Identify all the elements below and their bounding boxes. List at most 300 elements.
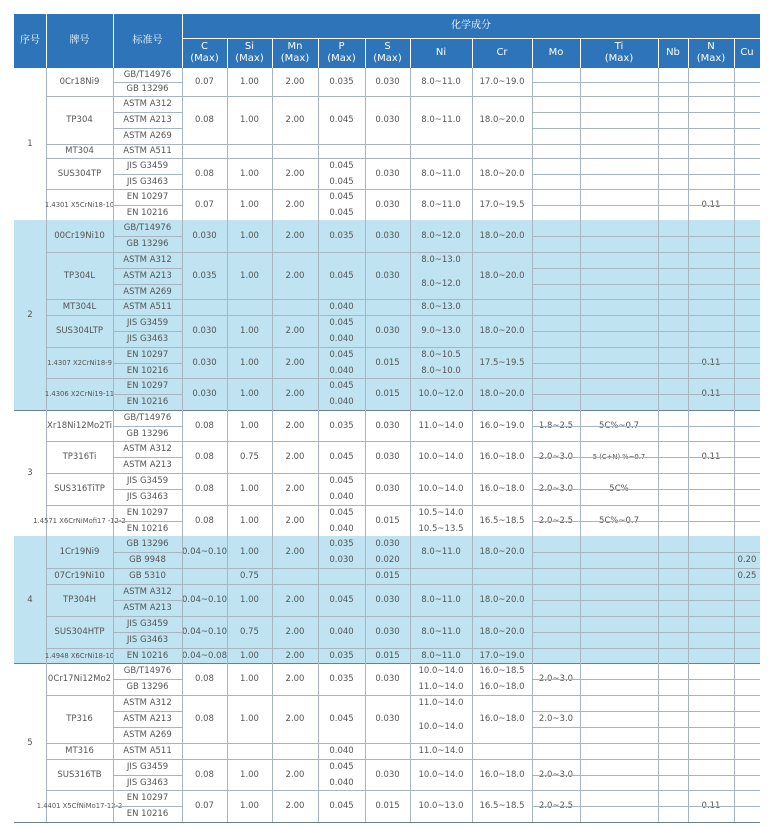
value-si: 1.00	[240, 484, 259, 494]
row-divider	[532, 727, 760, 728]
value-ni: 9.0~13.0	[421, 326, 461, 336]
value-mo: 2.0~3.0	[538, 674, 574, 684]
value-cr: 16.0~19.0	[479, 420, 525, 431]
standard-number: EN 10297	[126, 508, 169, 518]
grade-name: TP304H	[63, 595, 96, 605]
column-divider	[113, 663, 114, 822]
value-ni: 10.0~13.0	[418, 801, 464, 811]
value-si: 1.00	[240, 714, 259, 724]
value-si: 1.00	[240, 595, 259, 605]
standard-number: EN 10297	[126, 350, 169, 360]
value-p: 0.045	[329, 318, 354, 328]
value-mn: 2.00	[285, 199, 305, 210]
header-element	[410, 38, 472, 68]
column-divider	[410, 663, 411, 822]
value-ni: 11.0~14.0	[418, 698, 464, 708]
value-s: 0.030	[375, 539, 400, 549]
standard-number: JIS G3463	[126, 334, 169, 344]
value-ti: 5C%~0.7	[598, 515, 640, 526]
value-c: 0.08	[195, 714, 214, 724]
value-mo: 2.0~2.5	[538, 801, 574, 811]
element-symbol: Cu	[740, 47, 754, 58]
value-ni: 8.0~13.0	[421, 255, 461, 265]
value-p: 0.040	[329, 365, 354, 376]
row-divider	[113, 284, 182, 285]
row-divider	[113, 727, 182, 728]
standard-number: EN 10297	[126, 192, 169, 202]
value-c: 0.04~0.10	[182, 595, 227, 605]
element-symbol: Si	[244, 41, 255, 52]
column-divider	[532, 68, 533, 220]
header-grade: 牌号	[46, 14, 113, 68]
standard-number: GB/T14976	[123, 666, 172, 676]
header-separator	[182, 14, 183, 68]
column-divider	[227, 536, 228, 663]
value-mn: 2.00	[285, 389, 305, 399]
header-element	[472, 38, 532, 68]
element-max-label: (Max)	[280, 53, 310, 64]
value-p: 0.045	[329, 381, 354, 391]
value-n: 0.11	[701, 357, 721, 368]
row-divider	[532, 236, 760, 237]
value-s: 0.030	[375, 199, 400, 210]
element-symbol: N	[707, 41, 715, 52]
value-p: 0.045	[329, 207, 354, 218]
value-p: 0.045	[329, 161, 354, 171]
column-divider	[227, 663, 228, 822]
value-cr: 18.0~20.0	[479, 389, 525, 399]
element-max-label: (Max)	[696, 53, 726, 64]
standard-number: GB 13296	[126, 84, 169, 94]
value-p: 0.045	[329, 192, 354, 202]
standard-number: ASTM A213	[123, 603, 172, 613]
value-cr: 16.5~18.5	[479, 801, 525, 811]
value-mn: 2.00	[285, 231, 305, 241]
column-divider	[182, 663, 183, 822]
row-divider	[113, 112, 182, 113]
value-mn: 2.00	[285, 420, 305, 431]
standard-number: ASTM A213	[123, 714, 172, 724]
row-divider	[113, 775, 182, 776]
column-divider	[580, 536, 581, 663]
row-divider	[113, 82, 182, 83]
value-n: 0.11	[701, 801, 721, 811]
value-c: 0.08	[195, 769, 214, 780]
header-element	[227, 38, 272, 68]
column-divider	[472, 410, 473, 536]
value-mn: 2.00	[285, 650, 305, 661]
row-divider	[532, 174, 760, 175]
header-element	[688, 38, 734, 68]
standard-number: EN 10216	[126, 523, 169, 534]
header-separator	[182, 38, 760, 39]
grade-name: TP304	[66, 115, 93, 125]
column-divider	[532, 410, 533, 536]
element-symbol: Mo	[548, 47, 564, 58]
value-ni: 10.0~14.0	[418, 666, 464, 676]
row-divider	[14, 822, 760, 823]
value-s: 0.030	[375, 452, 400, 462]
value-cr: 18.0~20.0	[479, 168, 525, 179]
value-n: 0.11	[701, 199, 721, 210]
value-si: 1.00	[240, 389, 259, 399]
value-c: 0.04~0.10	[182, 627, 227, 637]
element-symbol: Ni	[435, 47, 447, 58]
header-separator	[227, 38, 228, 68]
grade-name: 1.4401 X5CfNiMo17-12-2	[36, 802, 123, 810]
column-divider	[688, 68, 689, 220]
value-c: 0.07	[195, 77, 214, 87]
value-s: 0.030	[375, 168, 400, 179]
value-cr: 18.0~20.0	[479, 115, 525, 125]
value-si: 1.00	[240, 650, 259, 661]
value-ni: 8.0~11.0	[421, 547, 461, 557]
column-divider	[658, 68, 659, 220]
column-divider	[227, 220, 228, 410]
standard-number: EN 10297	[126, 793, 169, 803]
value-p: 0.045	[329, 595, 354, 605]
column-divider	[658, 663, 659, 822]
column-divider	[410, 410, 411, 536]
value-s: 0.030	[375, 420, 400, 431]
value-s: 0.020	[375, 555, 400, 565]
value-ni: 8.0~10.5	[421, 350, 461, 360]
column-divider	[113, 536, 114, 663]
header-separator	[688, 38, 689, 68]
value-s: 0.030	[375, 326, 400, 336]
column-divider	[318, 536, 319, 663]
value-s: 0.030	[375, 270, 400, 281]
column-divider	[318, 68, 319, 220]
row-divider	[113, 128, 182, 129]
grade-name: MT304L	[62, 302, 97, 312]
value-mn: 2.00	[285, 674, 305, 684]
value-s: 0.030	[375, 769, 400, 780]
grade-name: MT304	[65, 146, 94, 156]
header-separator	[532, 38, 533, 68]
standard-number: GB 13296	[126, 682, 169, 692]
column-divider	[272, 536, 273, 663]
value-cr: 16.5~18.5	[479, 515, 525, 526]
column-divider	[182, 410, 183, 536]
grade-name: 1.4948 X6CrNi18-10	[44, 651, 115, 660]
value-c: 0.08	[195, 168, 214, 179]
standard-number: JIS G3463	[126, 777, 169, 788]
column-divider	[272, 220, 273, 410]
value-ni: 10.0~14.0	[418, 722, 464, 732]
row-divider	[113, 489, 182, 490]
grade-name: SUS304HTP	[54, 627, 105, 637]
column-divider	[227, 410, 228, 536]
row-divider	[532, 679, 760, 680]
value-p: 0.040	[329, 777, 354, 788]
standard-number: JIS G3459	[126, 619, 169, 629]
column-divider	[472, 663, 473, 822]
value-mn: 2.00	[285, 595, 305, 605]
standard-number: EN 10216	[126, 365, 169, 376]
value-s: 0.030	[375, 595, 400, 605]
standard-number: EN 10297	[126, 381, 169, 391]
value-ni: 11.0~14.0	[418, 682, 464, 692]
value-cr: 16.0~18.0	[479, 769, 525, 780]
value-mo: 2.0~3.0	[538, 452, 574, 462]
row-divider	[532, 128, 760, 129]
row-divider	[532, 268, 760, 269]
element-symbol: Nb	[666, 47, 680, 58]
value-ni: 8.0~13.0	[421, 302, 461, 312]
value-ni: 10.0~14.0	[418, 452, 464, 462]
value-p: 0.045	[329, 762, 354, 772]
value-c: 0.08	[195, 674, 214, 684]
grade-name: SUS316TB	[57, 769, 102, 780]
value-p: 0.045	[329, 115, 354, 125]
header-element	[580, 38, 658, 68]
value-n: 0.11	[701, 389, 721, 399]
header-element	[734, 38, 760, 68]
value-s: 0.030	[375, 77, 400, 87]
value-p: 0.035	[329, 77, 354, 87]
column-divider	[580, 68, 581, 220]
value-si: 1.00	[240, 801, 259, 811]
grade-name: 0Cr18Ni9	[59, 77, 100, 87]
column-divider	[688, 663, 689, 822]
value-si: 0.75	[240, 571, 259, 581]
standard-number: ASTM A213	[123, 271, 172, 281]
value-si: 1.00	[240, 420, 259, 431]
standard-number: JIS G3459	[126, 161, 169, 171]
value-si: 0.75	[240, 452, 259, 462]
value-mn: 2.00	[285, 452, 305, 462]
value-ni: 10.0~12.0	[418, 389, 464, 399]
value-mo: 1.8~2.5	[538, 420, 574, 431]
value-c: 0.08	[195, 115, 214, 125]
column-divider	[688, 410, 689, 536]
value-ni: 8.0~12.0	[421, 278, 461, 289]
value-ni: 8.0~11.0	[421, 199, 461, 210]
standard-number: GB 13296	[126, 539, 169, 549]
row-divider	[532, 205, 760, 206]
value-cr: 16.0~18.0	[479, 682, 525, 692]
standard-number: GB 13296	[126, 428, 169, 439]
row-divider	[532, 806, 760, 807]
value-s: 0.030	[375, 484, 400, 494]
group-seq: 2	[27, 310, 33, 320]
header-separator	[734, 38, 735, 68]
element-symbol: C	[201, 41, 208, 52]
header-seq: 序号	[14, 14, 46, 68]
column-divider	[532, 220, 533, 410]
column-divider	[272, 410, 273, 536]
standard-number: JIS G3463	[126, 176, 169, 187]
value-s: 0.030	[375, 231, 400, 241]
value-si: 1.00	[240, 77, 259, 87]
column-divider	[365, 410, 366, 536]
row-divider	[113, 679, 182, 680]
value-p: 0.040	[329, 334, 354, 344]
group-seq: 1	[27, 139, 33, 149]
header-separator	[113, 14, 114, 68]
value-p: 0.040	[329, 523, 354, 534]
value-ni: 11.0~14.0	[418, 420, 464, 431]
value-c: 0.030	[192, 231, 217, 241]
grade-name: 1.4571 X6CrNiMofi17 -12-2	[33, 516, 126, 525]
column-divider	[658, 410, 659, 536]
row-divider	[113, 363, 182, 364]
value-si: 1.00	[240, 357, 259, 368]
value-p: 0.035	[329, 231, 354, 241]
value-p: 0.030	[329, 555, 354, 565]
column-divider	[734, 68, 735, 220]
value-ni: 8.0~10.0	[421, 365, 461, 376]
column-divider	[472, 536, 473, 663]
value-cr: 18.0~20.0	[479, 270, 525, 281]
element-max-label: (Max)	[327, 53, 356, 64]
column-divider	[658, 536, 659, 663]
value-cr: 16.0~18.0	[479, 452, 525, 462]
column-divider	[182, 220, 183, 410]
header-separator	[318, 38, 319, 68]
value-cu: 0.25	[737, 571, 757, 581]
value-c: 0.030	[192, 326, 217, 336]
standard-number: JIS G3459	[126, 318, 169, 328]
column-divider	[113, 410, 114, 536]
standard-number: EN 10216	[126, 650, 169, 661]
header-element	[272, 38, 318, 68]
standard-number: ASTM A269	[123, 730, 172, 740]
value-s: 0.030	[375, 627, 400, 637]
value-mn: 2.00	[285, 515, 305, 526]
grade-name: 0Cr17Ni12Mo2	[47, 674, 112, 684]
value-mn: 2.00	[285, 357, 305, 368]
standard-number: GB 13296	[126, 239, 169, 249]
column-divider	[365, 663, 366, 822]
header-separator	[272, 38, 273, 68]
value-ni: 8.0~11.0	[421, 168, 461, 179]
value-p: 0.045	[329, 452, 354, 462]
header-composition: 化学成分	[182, 14, 760, 38]
value-p: 0.040	[329, 492, 354, 502]
grade-name: MT316	[65, 746, 94, 756]
standard-number: GB 5310	[129, 571, 166, 581]
grade-name: SUS304TP	[57, 168, 102, 179]
row-divider	[532, 489, 760, 490]
value-s: 0.015	[375, 357, 400, 368]
grade-name: Xr18Ni12Mo2Ti	[47, 420, 112, 431]
value-ni: 8.0~11.0	[421, 650, 461, 661]
row-divider	[532, 711, 760, 712]
row-divider	[113, 331, 182, 332]
element-symbol: Ti	[614, 41, 624, 52]
value-ni: 10.0~14.0	[418, 484, 464, 494]
standard-number: EN 10216	[126, 207, 169, 218]
value-cu: 0.20	[737, 555, 757, 565]
column-divider	[410, 536, 411, 663]
standard-number: JIS G3459	[126, 476, 169, 486]
row-divider	[113, 600, 182, 601]
value-p: 0.045	[329, 508, 354, 518]
value-p: 0.045	[329, 714, 354, 724]
grade-name: SUS316TiTP	[54, 484, 105, 494]
value-ni: 10.5~14.0	[418, 508, 464, 518]
value-s: 0.030	[375, 115, 400, 125]
value-si: 1.00	[240, 115, 259, 125]
value-c: 0.08	[195, 420, 214, 431]
standard-number: EN 10216	[126, 809, 169, 819]
value-mn: 2.00	[285, 77, 305, 87]
group-seq: 5	[27, 737, 33, 748]
element-symbol: Cr	[496, 47, 508, 58]
header-separator	[365, 38, 366, 68]
row-divider	[113, 711, 182, 712]
value-ti: 5C%~0.7	[598, 420, 640, 431]
value-s: 0.030	[375, 674, 400, 684]
value-cr: 17.5~19.5	[479, 357, 525, 368]
row-divider	[532, 426, 760, 427]
element-symbol: P	[338, 41, 345, 52]
header-element	[182, 38, 227, 68]
value-c: 0.08	[195, 452, 214, 462]
column-divider	[182, 536, 183, 663]
value-cr: 17.0~19.0	[479, 650, 525, 661]
grade-name: SUS304LTP	[55, 326, 104, 336]
row-divider	[532, 331, 760, 332]
value-mn: 2.00	[285, 547, 305, 557]
value-c: 0.07	[195, 801, 214, 811]
grade-name: 1.4306 X2CrNi19-11	[44, 390, 115, 398]
value-c: 0.08	[195, 515, 214, 526]
value-c: 0.030	[192, 357, 217, 368]
standard-number: ASTM A269	[123, 131, 172, 141]
value-mn: 2.00	[285, 270, 305, 281]
value-c: 0.035	[192, 270, 217, 281]
row-divider	[532, 284, 760, 285]
standard-number: GB 9948	[129, 555, 166, 565]
value-mn: 2.00	[285, 168, 305, 179]
value-mn: 2.00	[285, 115, 305, 125]
value-c: 0.04~0.10	[182, 547, 227, 557]
row-divider	[113, 521, 182, 522]
column-divider	[472, 220, 473, 410]
column-divider	[532, 663, 533, 822]
grade-name: 07Cr19Ni10	[54, 571, 105, 581]
value-cr: 17.0~19.0	[479, 77, 525, 87]
value-p: 0.045	[329, 476, 354, 486]
value-ni: 8.0~11.0	[421, 115, 461, 125]
header-standard: 标准号	[113, 14, 182, 68]
column-divider	[658, 220, 659, 410]
value-n: 0.11	[701, 452, 721, 462]
value-s: 0.015	[375, 389, 400, 399]
standard-number: ASTM A511	[123, 302, 172, 312]
header-separator	[46, 14, 47, 68]
row-divider	[532, 775, 760, 776]
column-divider	[113, 68, 114, 220]
row-divider	[532, 600, 760, 601]
row-divider	[113, 457, 182, 458]
value-si: 1.00	[240, 769, 259, 780]
row-divider	[532, 632, 760, 633]
element-max-label: (Max)	[373, 53, 402, 64]
column-divider	[365, 536, 366, 663]
standard-number: ASTM A511	[123, 146, 172, 156]
value-c: 0.04~0.08	[182, 650, 227, 661]
column-divider	[318, 663, 319, 822]
value-ni: 8.0~11.0	[421, 77, 461, 87]
row-divider	[113, 205, 182, 206]
standard-number: ASTM A213	[123, 460, 172, 470]
element-max-label: (Max)	[604, 53, 634, 64]
value-si: 1.00	[240, 231, 259, 241]
